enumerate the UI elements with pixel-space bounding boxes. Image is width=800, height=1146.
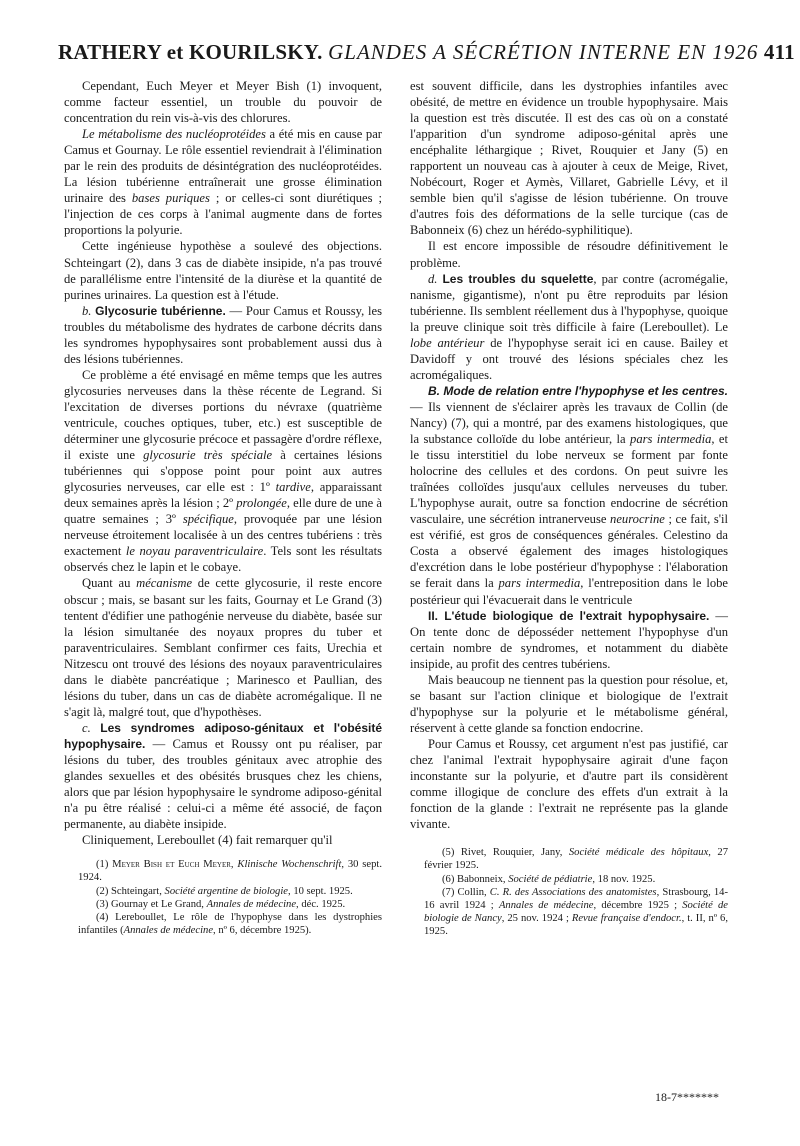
paragraph: Quant au mécanisme de cette glycosurie, il reste encore obscur ; mais, se basant sur les faits, Gournay et Le Grand (3) tentent d'édifier une pathogénie nerveuse du diabète, basée sur la lésion simultanée des noyaux propres du tuber et paraventriculaires. Semblant confirmer ces faits, Urechia et Nitzescu ont trouvé des lésions des noyaux paraventriculaires dans le diabète pancréatique ; Marinesco et Paullian, des lésions du tuber, dans un cas de diabète acromégalique. Il ne s'agit là, malgré tout, que d'hypothèses. bbox=[64, 576, 382, 719]
section-heading: Les syndromes adiposo-génitaux et l'obésité hypophysaire. bbox=[64, 720, 383, 751]
paragraph: Ce problème a été envisagé en même temps que les autres glycosuries nerveuses dans la thèse récente de Legrand. Si l'excitation de diverses portions du névraxe (quatrième ventricule, couches optiques, tuber, etc.) est susceptible de déterminer une glycosurie précoce et passagère d'ordre réflexe, il existe une glycosurie très spéciale à certaines lésions tubériennes qui s'oppose point pour point aux autres glycosuries nerveuses, car elle est : 1º tardive, apparaissant deux semaines après la lésion ; 2º prolongée, elle dure de une à quatre semaines ; 3º spécifique, provoquée par une lésion nerveuse étroitement localisée à un des centres tubériens : très exactement le noyau paraventriculaire. Tels sont les résultats observés chez le lapin et le cobaye. bbox=[64, 367, 382, 575]
section-heading: B. Mode de relation entre l'hypophyse et les centres. bbox=[428, 383, 728, 398]
section-heading: Les troubles du squelette bbox=[442, 271, 594, 286]
section-paragraph: II. L'étude biologique de l'extrait hypophysaire. — On tente donc de déposséder nettement l'hypophyse d'un certain nombre de syndromes, et notamment du diabète insipide, au profit des centres tubériens. bbox=[410, 608, 728, 671]
footnote: (3) Gournay et Le Grand, Annales de médecine, déc. 1925. bbox=[96, 898, 346, 910]
running-header bbox=[58, 40, 795, 72]
footnote: (6) Babonneix, Société de pédiatrie, 18 nov. 1925. bbox=[442, 873, 656, 885]
footnotes bbox=[410, 846, 728, 938]
right-column bbox=[410, 78, 728, 939]
paragraph: Cependant, Euch Meyer et Meyer Bish (1) invoquent, comme facteur essentiel, un trouble du pouvoir de concentration du rein vis-à-vis des chlorures. bbox=[64, 79, 382, 126]
footnote: (4) Lereboullet, Le rôle de l'hypophyse dans les dystrophies infantiles (Annales de médecine, nº 6, décembre 1925). bbox=[78, 912, 382, 937]
footnote: (1) Meyer Bish et Euch Meyer, Klinische Wochenschrift, 30 sept. 1924. bbox=[78, 859, 382, 884]
paragraph: Il est encore impossible de résoudre définitivement le problème. bbox=[410, 239, 728, 270]
left-column bbox=[64, 78, 382, 937]
paragraph: Cette ingénieuse hypothèse a soulevé des objections. Schteingart (2), dans 3 cas de diabète insipide, n'a pas trouvé de parallélisme entre l'intensité de la diurèse et la quantité de purines urinaires. La question est à l'étude. bbox=[64, 239, 382, 302]
footnote: (7) Collin, C. R. des Associations des anatomistes, Strasbourg, 14-16 avril 1924 ; Annales de médecine, décembre 1925 ; Société de biologie de Nancy, 25 nov. 1924 ; Revue française d'endocr., t. II, nº 6, 1925. bbox=[424, 886, 729, 938]
footnote: (2) Schteingart, Société argentine de biologie, 10 sept. 1925. bbox=[96, 885, 353, 897]
paragraph: Le métabolisme des nucléoprotéides a été mis en cause par Camus et Gournay. Le rôle essentiel reviendrait à l'élimination par le rein des produits de désintégration des nucléoprotéides. La lésion tubérienne entraînerait une grosse élimination urinaire des bases puriques ; or celles-ci sont diurétiques ; l'injection de ces corps à l'animal augmente dans de fortes proportions la polyurie. bbox=[64, 127, 382, 238]
paragraph: Pour Camus et Roussy, cet argument n'est pas justifié, car chez l'animal l'extrait hypophysaire agirait d'une façon inconstante sur la polyurie, et d'autre part ils considèrent comme illogique de conclure des effets d'un extrait à la fonction de la glande : l'extrait ne représente pas la glande vivante. bbox=[410, 736, 728, 832]
section-paragraph: d. Les troubles du squelette, par contre (acromégalie, nanisme, gigantisme), n'ont pu être reproduits par lésion tubérienne. Ils semblent réellement dus à l'hypophyse, quoique la preuve clinique soit très difficile à faire (Lereboullet). Le lobe antérieur de l'hypophyse serait ici en cause. Bailey et Davidoff y ont trouvé des lésions spéciales chez les acromégaliques. bbox=[410, 271, 729, 382]
header-page-number: 411 bbox=[763, 40, 795, 64]
section-heading: II. L'étude biologique de l'extrait hypophysaire. bbox=[428, 608, 710, 623]
paragraph: Cliniquement, Lereboullet (4) fait remarquer qu'il bbox=[82, 833, 333, 848]
paragraph: est souvent difficile, dans les dystrophies infantiles avec obésité, de mettre en évidence un trouble hypophysaire. Mais la question est très discutée. Il est des cas où on a constaté l'apparition d'un syndrome adiposo-génital après une encéphalite léthargique ; Rivet, Rouquier et Jany (5) en rapportent un nouveau cas à ajouter à ceux de Meige, Rivet, Nobécourt, Roger et Aymès, Villaret, Gabrielle Lévy, et il semble bien qu'il s'agisse de lésion tubérienne. On trouve d'autres fois des déformations de la selle turcique (cas de Babonneix (6) chez un hérédo-syphilitique). bbox=[410, 79, 728, 238]
section-heading: Glycosurie tubérienne. bbox=[95, 303, 226, 318]
header-title: GLANDES A SÉCRÉTION INTERNE EN 1926 bbox=[328, 40, 759, 64]
section-paragraph: c. Les syndromes adiposo-génitaux et l'obésité hypophysaire. — Camus et Roussy ont pu réaliser, par lésions du tuber, des troubles génitaux avec atrophie des glandes sexuelles et des obésités brusques chez les chiens, alors que par lésion hypophysaire le syndrome adiposo-génital n'a pu être réalisé : celui-ci a même été associé, de façon permanente, au diabète insipide. bbox=[64, 720, 383, 832]
footnote: (5) Rivet, Rouquier, Jany, Société médicale des hôpitaux, 27 février 1925. bbox=[424, 847, 729, 872]
printer-signature: 18-7******* bbox=[655, 1090, 719, 1104]
section-paragraph: b. Glycosurie tubérienne. — Pour Camus et Roussy, les troubles du métabolisme des hydrates de carbone décrits dans les syndromes hypophysaires sont probablement aussi dus à des lésions tubériennes. bbox=[64, 303, 383, 366]
section-paragraph: B. Mode de relation entre l'hypophyse et les centres. — Ils viennent de s'éclairer après les travaux de Collin (de Nancy) (7), qui a montré, par des examens histologiques, que la substance colloïde du lobe antérieur, la pars intermedia, et le tissu interstitiel du lobe nerveux se forment par fonte holocrine des cellules et des cordons. On peut suivre les traînées colloïdes jusqu'aux cellules nerveuses du tuber. L'hypophyse aurait, outre sa fonction endocrine de sécrétion vasculaire, une sécrétion intranerveuse neurocrine ; ce fait, s'il est vérifié, est gros de conséquences générales. Celestino da Costa a observé également des images histologiques d'excrétion dans le lobe postérieur d'hypophyse : l'élaboration se ferait dans la pars intermedia, l'entreposition dans le lobe postérieur qui l'évacuerait dans le ventricule bbox=[410, 383, 729, 607]
paragraph: Mais beaucoup ne tiennent pas la question pour résolue, et, se basant sur l'action clinique et biologique de l'extrait d'hypophyse sur la polyurie et le métabolisme général, réservent à cette glande sa fonction endocrine. bbox=[410, 672, 728, 735]
header-authors: RATHERY et KOURILSKY. bbox=[58, 40, 323, 64]
